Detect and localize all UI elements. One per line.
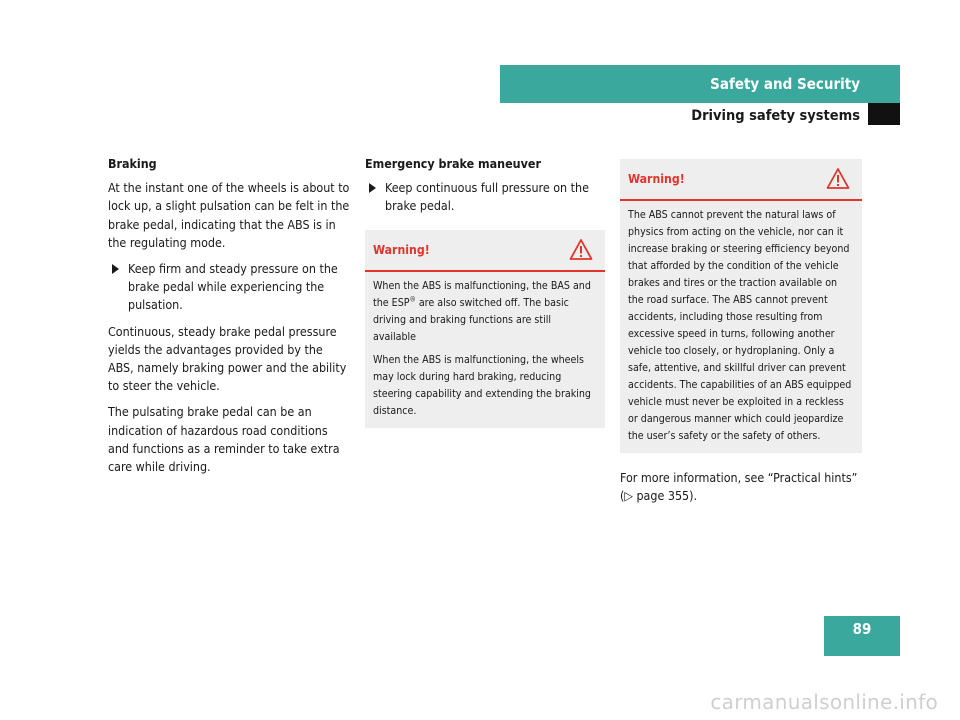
section-title-bar: [500, 65, 900, 103]
page-number-box: [824, 616, 900, 656]
braking-paragraph-3: The pulsating brake pedal can be an indication of hazardous road conditions and functions as a reminder to take extra care while driving.: [108, 404, 340, 475]
warning-triangle-icon: [826, 167, 850, 191]
warning-body: [620, 201, 862, 453]
watermark: carmanualsonline.info: [710, 690, 938, 714]
bullet-arrow-icon: [112, 264, 119, 274]
warning-box-abs-malfunction: [365, 230, 605, 428]
warning-text: are also switched off. The basic driving and braking functions are still available: [373, 296, 569, 343]
braking-paragraph-1: At the instant one of the wheels is about to lock up, a slight pulsation can be felt in the brake pedal, indicating that the ABS is in the regulating mode.: [108, 180, 350, 250]
emergency-heading: Emergency brake maneuver: [365, 156, 541, 171]
column-1: [108, 155, 350, 484]
warning-box-abs-limits: [620, 159, 862, 453]
header-corner-block: [868, 103, 900, 125]
warning-body: [365, 272, 605, 428]
warning-title: Warning!: [373, 242, 430, 257]
section-title: Safety and Security: [710, 75, 860, 93]
warning-triangle-icon: [569, 238, 593, 262]
warning-paragraph: The ABS cannot prevent the natural laws of physics from acting on the vehicle, nor can it increase braking or steering efficiency beyond that afforded by the condition of the vehicle brakes and tires or the traction available on the road surface. The ABS cannot prevent accidents, including those resulting from excessive speed in turns, following another vehicle too closely, or hydroplaning. Only a safe, attentive, and skillful driver can prevent accidents. The capabilities of an ABS equipped vehicle must never be exploited in a reckless or dangerous manner which could jeopardize the user’s safety or the safety of others.: [628, 209, 852, 442]
warning-title: Warning!: [628, 171, 685, 186]
emergency-instruction: [365, 179, 605, 215]
warning-text: When the ABS is malfunctioning, the BAS and the ESP: [373, 279, 591, 309]
registered-mark: ®: [409, 295, 416, 304]
warning-header: [620, 159, 862, 201]
bullet-arrow-icon: [369, 183, 376, 193]
page-reference-link[interactable]: (▷ page 355).: [620, 488, 698, 504]
warning-paragraph-2: When the ABS is malfunctioning, the wheels may lock during hard braking, reducing steering capability and extending the braking distance.: [373, 353, 591, 417]
warning-header: [365, 230, 605, 272]
warning-paragraph-1: [373, 278, 597, 346]
more-information: [620, 469, 862, 505]
column-3: [620, 155, 862, 505]
page-number: 89: [852, 620, 872, 638]
braking-instruction-text: Keep firm and steady pressure on the brake pedal while experiencing the pulsation.: [128, 261, 338, 313]
emergency-instruction-text: Keep continuous full pressure on the brake pedal.: [385, 180, 589, 214]
braking-paragraph-2: Continuous, steady brake pedal pressure yields the advantages provided by the ABS, namely braking power and the ability to steer the vehicle.: [108, 323, 347, 394]
braking-instruction: [108, 260, 350, 315]
page-subtitle: Driving safety systems: [691, 108, 860, 124]
column-2: [365, 155, 605, 428]
more-info-line-1: For more information, see “Practical hints”: [620, 470, 858, 485]
braking-heading: Braking: [108, 156, 157, 171]
